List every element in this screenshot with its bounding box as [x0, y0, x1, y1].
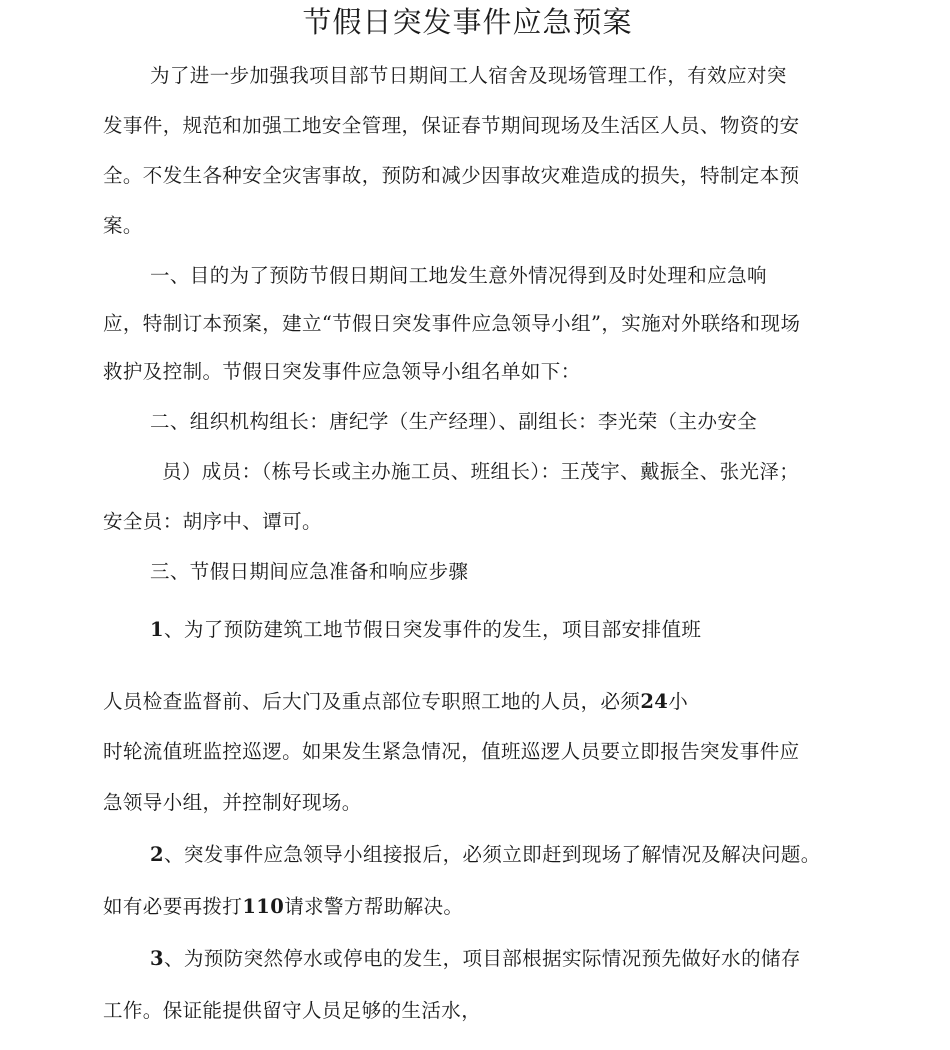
line-text: 、为预防突然停水或停电的发生，项目部根据实际情况预先做好水的储存	[163, 947, 801, 970]
line-text: 时轮流值班监控巡逻。如果发生紧急情况，值班巡逻人员要立即报告突发事件应	[103, 740, 800, 763]
line-text: 人员检查监督前、后大门及重点部位专职照工地的人员，必须	[103, 690, 641, 713]
document-title: 节假日突发事件应急预案	[302, 5, 633, 39]
paragraph-line	[103, 309, 800, 339]
line-text: 救护及控制。节假日突发事件应急领导小组名单如下：	[103, 360, 581, 383]
paragraph-line	[150, 61, 787, 91]
paragraph-line	[103, 788, 362, 818]
inline-number: 110	[242, 895, 285, 918]
inline-number: 24	[640, 690, 669, 713]
paragraph-line	[103, 892, 463, 922]
paragraph-line	[162, 457, 799, 487]
paragraph-line	[150, 261, 767, 291]
line-text: 为了进一步加强我项目部节日期间工人宿舍及现场管理工作，有效应对突	[150, 64, 787, 87]
line-text: 二、组织机构组长：唐纪学（生产经理）、副组长：李光荣（主办安全	[150, 410, 758, 433]
item-number: 2	[150, 843, 164, 866]
line-text: 全。不发生各种安全灾害事故，预防和减少因事故灾难造成的损失，特制定本预	[103, 164, 800, 187]
line-text: 、突发事件应急领导小组接报后，必须立即赶到现场了解情况及解决问题。	[163, 843, 821, 866]
item-number: 1	[150, 618, 164, 641]
line-text: 案。	[103, 214, 143, 237]
section-heading	[150, 557, 468, 587]
line-text: 应，特制订本预案，建立“节假日突发事件应急领导小组”，实施对外联络和现场	[103, 312, 801, 335]
line-text: 一、目的为了预防节假日期间工地发生意外情况得到及时处理和应急响	[150, 264, 767, 287]
paragraph-line	[103, 161, 800, 191]
line-text: 安全员：胡序中、谭可。	[103, 510, 322, 533]
paragraph-line	[150, 944, 801, 974]
line-text: 、为了预防建筑工地节假日突发事件的发生，项目部安排值班	[163, 618, 702, 641]
paragraph-line	[103, 211, 143, 241]
paragraph-line	[150, 615, 701, 645]
paragraph-line	[103, 737, 800, 767]
line-text: 三、节假日期间应急准备和响应步骤	[150, 560, 469, 583]
paragraph-line	[103, 687, 688, 717]
paragraph-line	[103, 507, 322, 537]
paragraph-line	[150, 407, 757, 437]
line-text: 发事件，规范和加强工地安全管理，保证春节期间现场及生活区人员、物资的安	[103, 114, 800, 137]
line-text: 工作。保证能提供留守人员足够的生活水，	[103, 999, 482, 1022]
paragraph-line	[103, 111, 800, 141]
paragraph-line	[103, 996, 481, 1026]
line-text: 急领导小组，并控制好现场。	[103, 791, 362, 814]
line-text-tail: 请求警方帮助解决。	[284, 895, 464, 918]
item-number: 3	[150, 947, 164, 970]
line-text-tail: 小	[668, 690, 689, 713]
line-text: 如有必要再拨打	[103, 895, 243, 918]
paragraph-line	[103, 357, 581, 387]
line-text: 员）成员：（栋号长或主办施工员、班组长）：王茂宇、戴振全、张光泽；	[162, 460, 800, 483]
paragraph-line	[150, 840, 821, 870]
